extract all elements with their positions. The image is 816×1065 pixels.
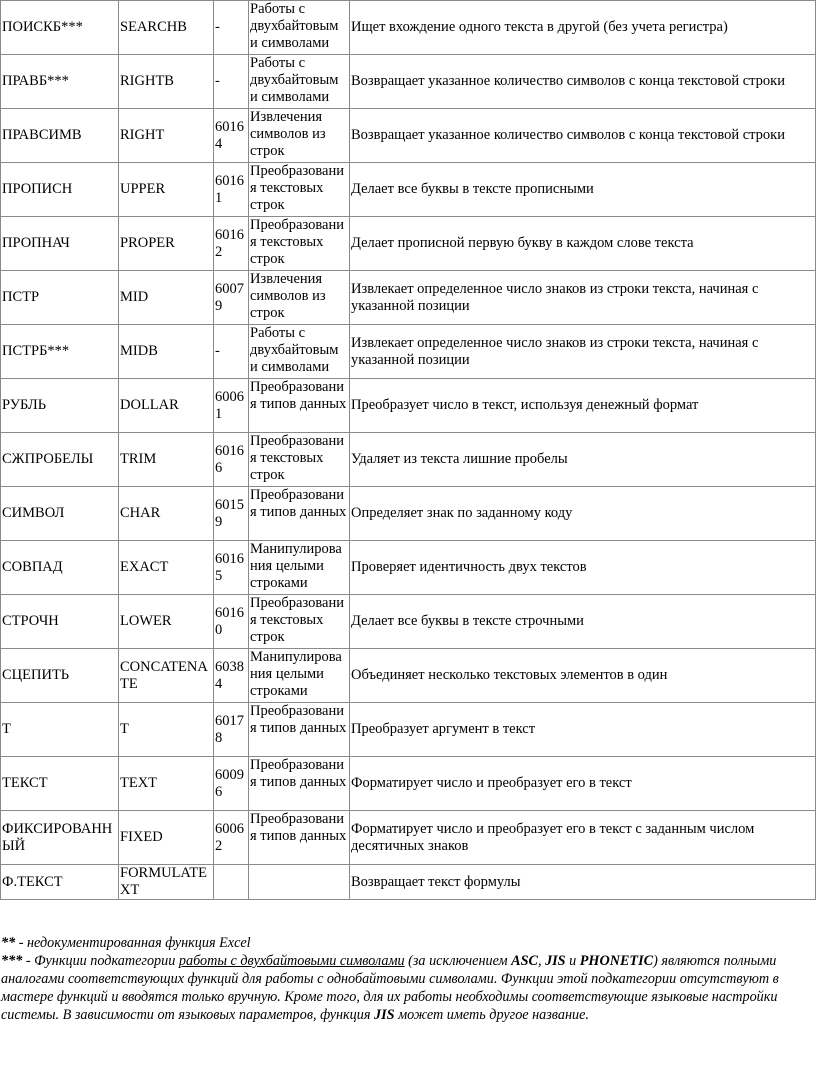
russian-name-cell: ПРОПИСН bbox=[1, 163, 119, 217]
russian-name-cell: ПСТР bbox=[1, 271, 119, 325]
russian-name-cell: СЖПРОБЕЛЫ bbox=[1, 433, 119, 487]
double-byte-link[interactable]: работы с двухбайтовыми символами bbox=[178, 953, 405, 969]
category-cell: Извлечения символов из строк bbox=[249, 271, 350, 325]
russian-name-cell: СТРОЧН bbox=[1, 595, 119, 649]
english-name-cell: MIDB bbox=[119, 325, 214, 379]
description-cell: Возвращает текст формулы bbox=[350, 865, 816, 900]
function-code-cell: - bbox=[214, 55, 249, 109]
category-cell: Работы с двухбайтовым и символами bbox=[249, 1, 350, 55]
description-cell: Извлекает определенное число знаков из строки текста, начиная с указанной позиции bbox=[350, 325, 816, 379]
table-row bbox=[1, 541, 816, 595]
function-code-cell: 60178 bbox=[214, 703, 249, 757]
description-cell: Ищет вхождение одного текста в другой (без учета регистра) bbox=[350, 1, 816, 55]
footnote-text: и bbox=[565, 953, 580, 969]
table-row bbox=[1, 703, 816, 757]
russian-name-cell: ФИКСИРОВАННЫЙ bbox=[1, 811, 119, 865]
category-cell: Преобразовани я типов данных bbox=[249, 703, 350, 757]
category-cell: Преобразовани я текстовых строк bbox=[249, 433, 350, 487]
english-name-cell: CHAR bbox=[119, 487, 214, 541]
footnote-mark: *** bbox=[1, 953, 23, 969]
table-row bbox=[1, 271, 816, 325]
category-cell: Работы с двухбайтовым и символами bbox=[249, 325, 350, 379]
english-name-cell: TRIM bbox=[119, 433, 214, 487]
table-row bbox=[1, 811, 816, 865]
english-name-cell: FORMULATEXT bbox=[119, 865, 214, 900]
table-row bbox=[1, 487, 816, 541]
description-cell: Делает все буквы в тексте строчными bbox=[350, 595, 816, 649]
function-code-cell: - bbox=[214, 1, 249, 55]
english-name-cell: RIGHTB bbox=[119, 55, 214, 109]
function-code-cell: 60062 bbox=[214, 811, 249, 865]
description-cell: Возвращает указанное количество символов с конца текстовой строки bbox=[350, 55, 816, 109]
footnote-undocumented bbox=[1, 934, 813, 952]
table-row bbox=[1, 379, 816, 433]
english-name-cell: PROPER bbox=[119, 217, 214, 271]
table-row bbox=[1, 109, 816, 163]
table-row bbox=[1, 757, 816, 811]
category-cell: Преобразовани я типов данных bbox=[249, 487, 350, 541]
table-row bbox=[1, 325, 816, 379]
functions-table-body bbox=[1, 1, 816, 900]
function-code-cell: 60165 bbox=[214, 541, 249, 595]
function-code-cell: 60166 bbox=[214, 433, 249, 487]
footnote-text: , bbox=[537, 953, 546, 969]
function-code-cell: - bbox=[214, 325, 249, 379]
description-cell: Определяет знак по заданному коду bbox=[350, 487, 816, 541]
footnote-text: - недокументированная функция Excel bbox=[15, 935, 251, 951]
russian-name-cell: СЦЕПИТЬ bbox=[1, 649, 119, 703]
category-cell: Преобразовани я текстовых строк bbox=[249, 217, 350, 271]
description-cell: Форматирует число и преобразует его в текст с заданным числом десятичных знаков bbox=[350, 811, 816, 865]
function-code-cell: 60061 bbox=[214, 379, 249, 433]
description-cell: Делает прописной первую букву в каждом слове текста bbox=[350, 217, 816, 271]
russian-name-cell: Т bbox=[1, 703, 119, 757]
description-cell: Удаляет из текста лишние пробелы bbox=[350, 433, 816, 487]
table-row bbox=[1, 433, 816, 487]
category-cell bbox=[249, 865, 350, 900]
english-name-cell: T bbox=[119, 703, 214, 757]
table-row bbox=[1, 55, 816, 109]
english-name-cell: MID bbox=[119, 271, 214, 325]
footnotes bbox=[1, 934, 813, 1024]
russian-name-cell: ПОИСКБ*** bbox=[1, 1, 119, 55]
function-name: JIS bbox=[545, 953, 566, 969]
footnote-double-byte bbox=[1, 952, 813, 1024]
russian-name-cell: ТЕКСТ bbox=[1, 757, 119, 811]
english-name-cell: RIGHT bbox=[119, 109, 214, 163]
english-name-cell: SEARCHB bbox=[119, 1, 214, 55]
category-cell: Манипулирова ния целыми строками bbox=[249, 649, 350, 703]
function-name: JIS bbox=[374, 1007, 395, 1023]
category-cell: Манипулирова ния целыми строками bbox=[249, 541, 350, 595]
category-cell: Работы с двухбайтовым и символами bbox=[249, 55, 350, 109]
russian-name-cell: Ф.ТЕКСТ bbox=[1, 865, 119, 900]
english-name-cell: FIXED bbox=[119, 811, 214, 865]
footnote-text: - Функции подкатегории bbox=[22, 953, 179, 969]
function-code-cell bbox=[214, 865, 249, 900]
description-cell: Форматирует число и преобразует его в текст bbox=[350, 757, 816, 811]
russian-name-cell: ПСТРБ*** bbox=[1, 325, 119, 379]
function-code-cell: 60159 bbox=[214, 487, 249, 541]
russian-name-cell: ПРАВБ*** bbox=[1, 55, 119, 109]
category-cell: Преобразовани я текстовых строк bbox=[249, 163, 350, 217]
category-cell: Преобразовани я типов данных bbox=[249, 379, 350, 433]
description-cell: Проверяет идентичность двух текстов bbox=[350, 541, 816, 595]
russian-name-cell: СИМВОЛ bbox=[1, 487, 119, 541]
description-cell: Объединяет несколько текстовых элементов в один bbox=[350, 649, 816, 703]
footnote-mark: ** bbox=[1, 935, 16, 951]
description-cell: Извлекает определенное число знаков из строки текста, начиная с указанной позиции bbox=[350, 271, 816, 325]
category-cell: Преобразовани я текстовых строк bbox=[249, 595, 350, 649]
table-row bbox=[1, 1, 816, 55]
english-name-cell: EXACT bbox=[119, 541, 214, 595]
russian-name-cell: ПРАВСИМВ bbox=[1, 109, 119, 163]
function-code-cell: 60161 bbox=[214, 163, 249, 217]
table-row bbox=[1, 649, 816, 703]
footnote-text: может иметь другое название. bbox=[394, 1007, 589, 1023]
function-code-cell: 60079 bbox=[214, 271, 249, 325]
footnote-text: ) являются полными аналогами соответствующих функций для работы с однобайтовыми символами. Функции этой подкатегории отсутствуют в мастере функций и вводятся только вручную. Кроме того, для их работы необходимы соответствующие языковые настройки системы. В зависимости от языковых параметров, функция bbox=[1, 953, 779, 1023]
english-name-cell: CONCATENATE bbox=[119, 649, 214, 703]
russian-name-cell: РУБЛЬ bbox=[1, 379, 119, 433]
description-cell: Преобразует число в текст, используя денежный формат bbox=[350, 379, 816, 433]
english-name-cell: DOLLAR bbox=[119, 379, 214, 433]
english-name-cell: UPPER bbox=[119, 163, 214, 217]
description-cell: Делает все буквы в тексте прописными bbox=[350, 163, 816, 217]
function-code-cell: 60162 bbox=[214, 217, 249, 271]
english-name-cell: TEXT bbox=[119, 757, 214, 811]
description-cell: Возвращает указанное количество символов с конца текстовой строки bbox=[350, 109, 816, 163]
function-name: ASC bbox=[511, 953, 538, 969]
footnote-text: (за исключением bbox=[404, 953, 512, 969]
function-code-cell: 60384 bbox=[214, 649, 249, 703]
function-code-cell: 60164 bbox=[214, 109, 249, 163]
russian-name-cell: ПРОПНАЧ bbox=[1, 217, 119, 271]
table-row bbox=[1, 865, 816, 900]
function-code-cell: 60160 bbox=[214, 595, 249, 649]
function-code-cell: 60096 bbox=[214, 757, 249, 811]
table-row bbox=[1, 595, 816, 649]
category-cell: Преобразовани я типов данных bbox=[249, 757, 350, 811]
russian-name-cell: СОВПАД bbox=[1, 541, 119, 595]
category-cell: Преобразовани я типов данных bbox=[249, 811, 350, 865]
table-row bbox=[1, 163, 816, 217]
category-cell: Извлечения символов из строк bbox=[249, 109, 350, 163]
function-name: PHONETIC bbox=[579, 953, 654, 969]
english-name-cell: LOWER bbox=[119, 595, 214, 649]
description-cell: Преобразует аргумент в текст bbox=[350, 703, 816, 757]
table-row bbox=[1, 217, 816, 271]
